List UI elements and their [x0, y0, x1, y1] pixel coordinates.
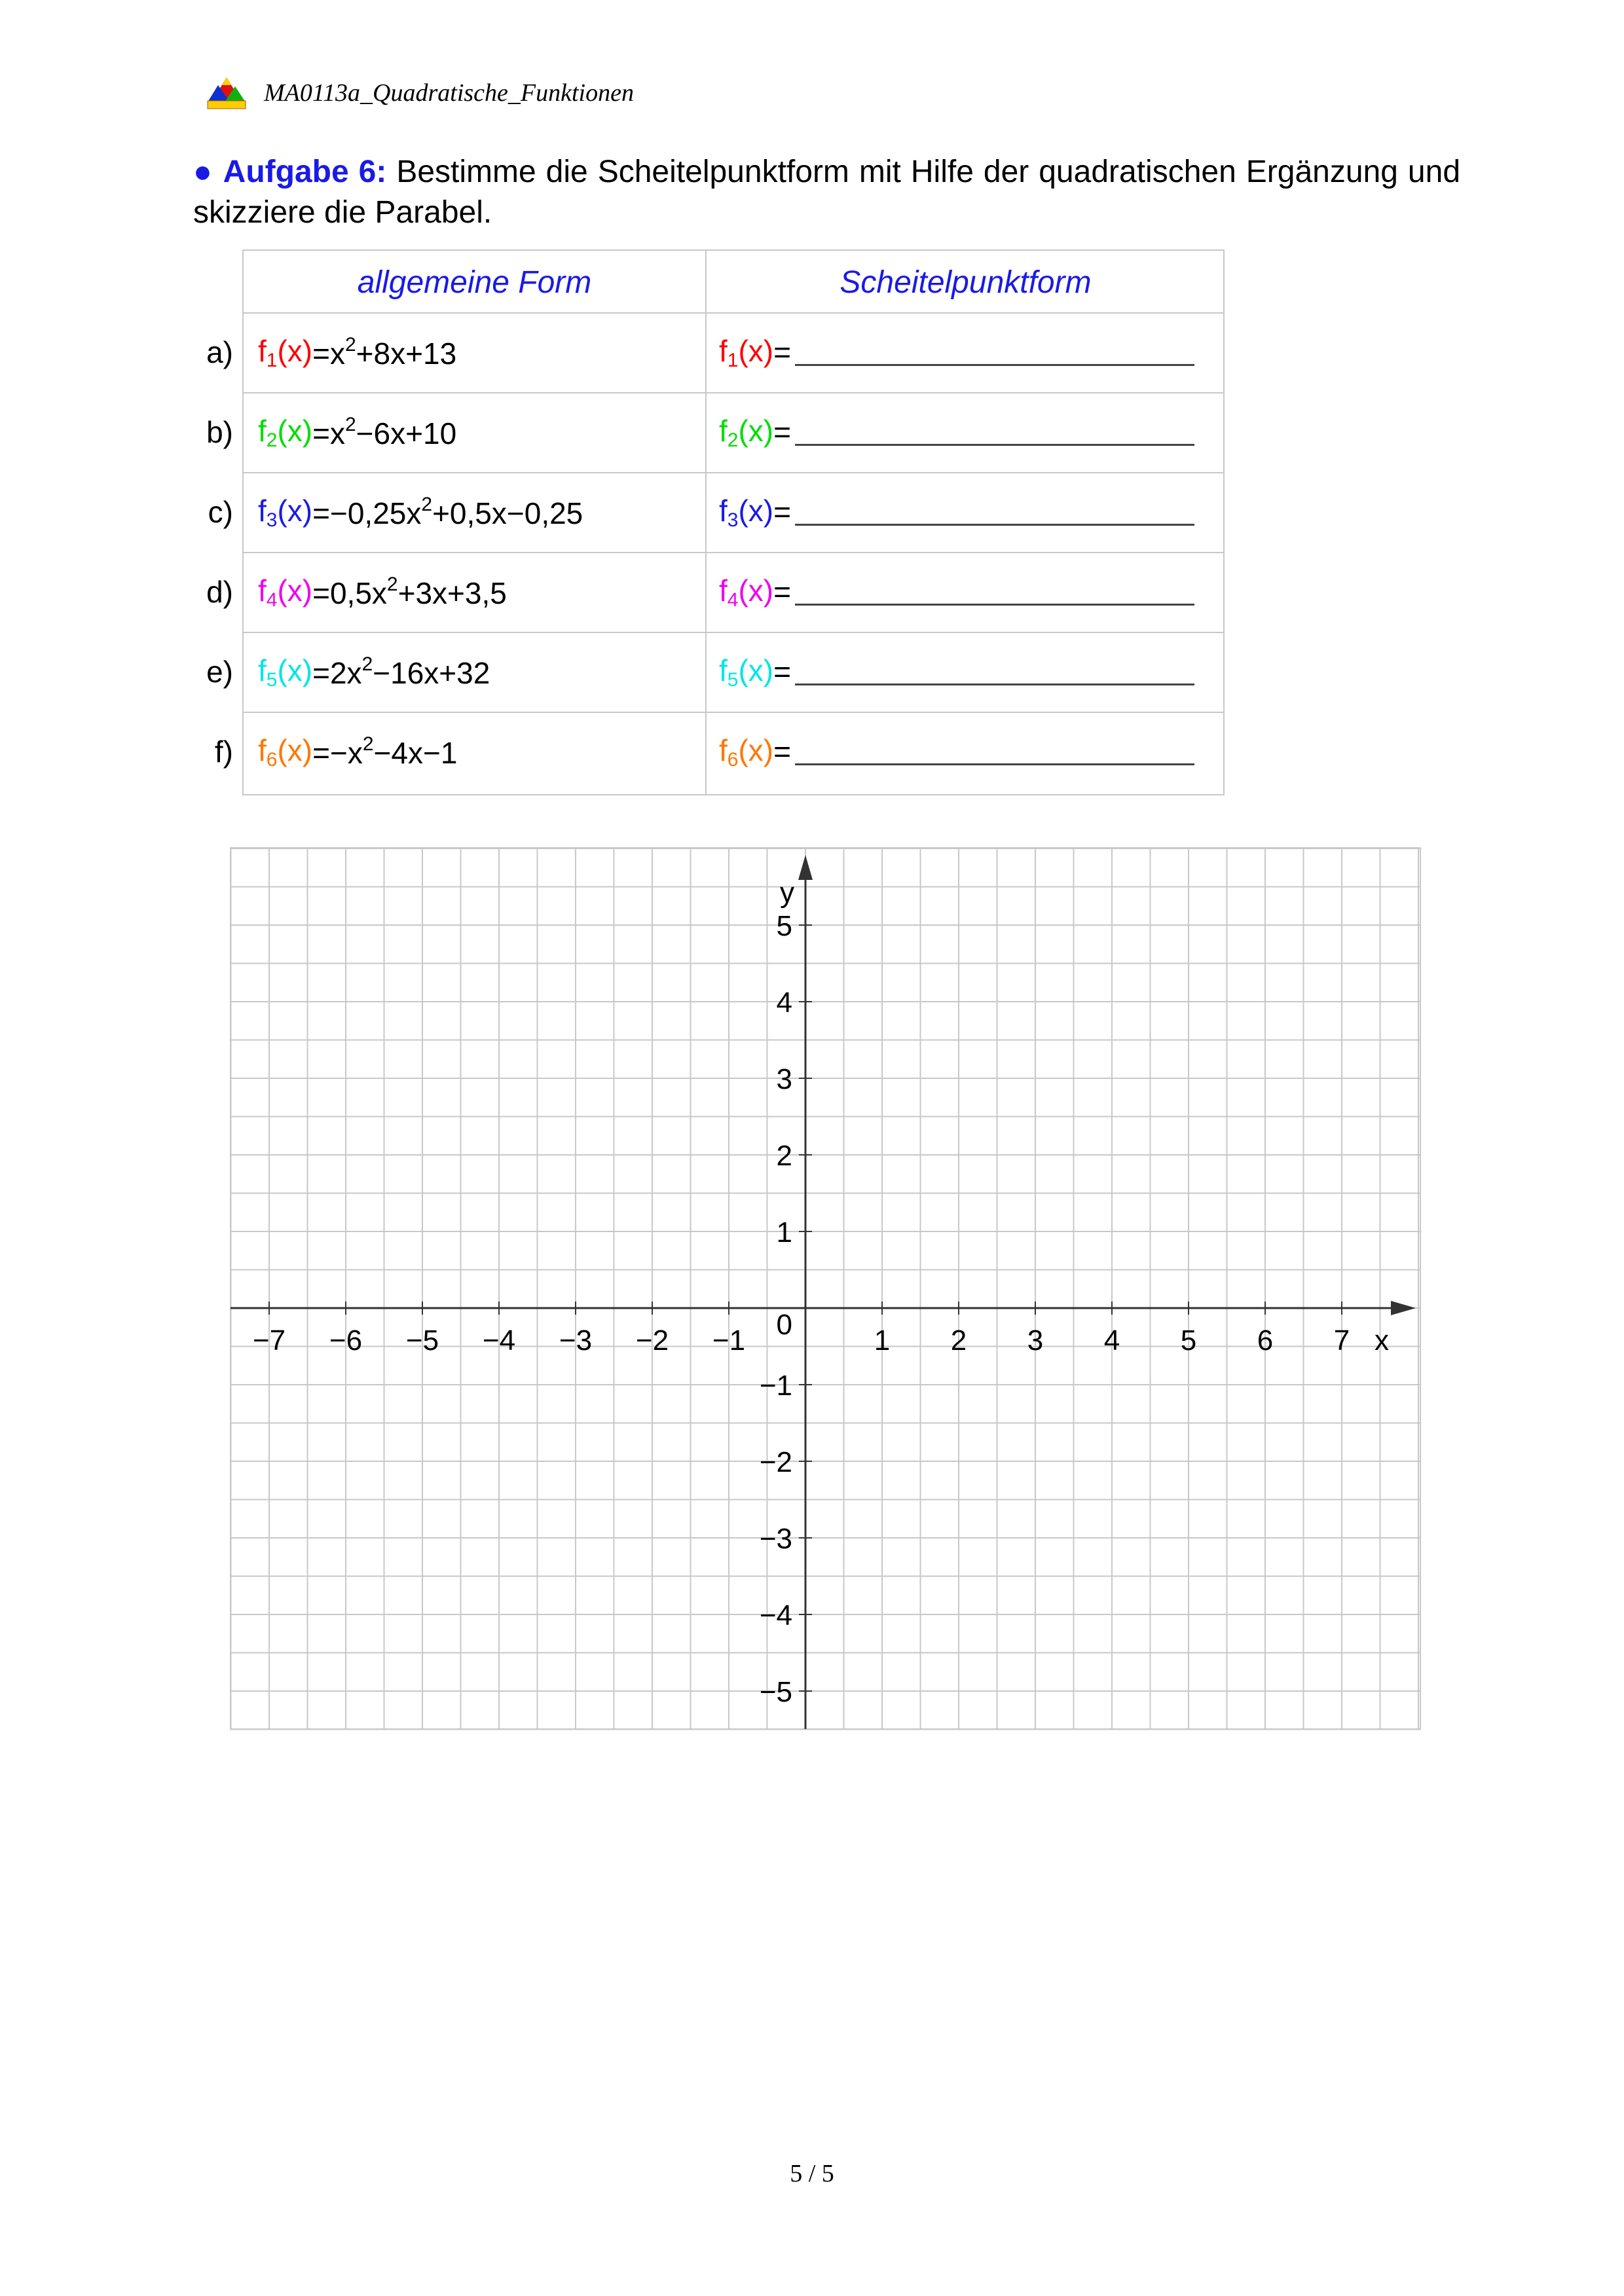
x-tick-label: −5: [405, 1324, 439, 1357]
y-axis-arrow-icon: [798, 855, 813, 880]
function-expression: $=x^2+8x+13$: [312, 333, 457, 371]
y-tick-label: −1: [759, 1370, 792, 1402]
x-tick-label: 4: [1103, 1324, 1120, 1357]
x-tick-label: −7: [252, 1324, 286, 1357]
function-name: $f_1(x)$: [258, 333, 313, 371]
function-name: $f_4(x)$: [258, 573, 313, 611]
function-name: $f_2(x)$: [258, 413, 313, 451]
y-tick-label: −3: [759, 1523, 792, 1555]
function-name: $f_6(x)$: [719, 733, 774, 771]
document-title: MA0113a_Quadratische_Funktionen: [264, 79, 634, 107]
x-tick-label: −4: [482, 1324, 516, 1357]
function-name: $f_4(x)$: [719, 573, 774, 611]
equals-sign: =: [773, 575, 791, 609]
function-name: $f_5(x)$: [258, 653, 313, 691]
header-vertex-form: Scheitelpunktform: [840, 264, 1092, 300]
row-letter: b): [206, 415, 233, 449]
grid-border: [231, 848, 1420, 1729]
function-name: $f_1(x)$: [719, 333, 774, 371]
x-axis-label: x: [1375, 1324, 1389, 1357]
x-tick-label: −1: [712, 1324, 746, 1357]
page-number: 5 / 5: [790, 2160, 834, 2187]
row-letter: c): [208, 495, 233, 529]
y-tick-label: 2: [776, 1140, 792, 1172]
equals-sign: =: [773, 335, 791, 369]
x-tick-label: 2: [950, 1324, 967, 1357]
row-letter: d): [206, 575, 233, 609]
x-tick-label: 5: [1180, 1324, 1197, 1357]
task-label: Aufgabe 6:: [223, 155, 387, 189]
y-tick-label: 5: [776, 910, 792, 942]
function-name: $f_5(x)$: [719, 653, 774, 691]
x-tick-label: 7: [1333, 1324, 1350, 1357]
function-expression: $=-x^2-4x-1$: [312, 733, 458, 770]
y-tick-label: 4: [776, 987, 792, 1019]
origin-label: 0: [776, 1309, 792, 1341]
equals-sign: =: [773, 415, 791, 449]
x-tick-label: −2: [635, 1324, 669, 1357]
x-tick-label: 3: [1027, 1324, 1044, 1357]
function-expression: $=2x^2-16x+32$: [312, 653, 490, 690]
y-tick-label: 1: [776, 1216, 792, 1248]
task-text: Bestimme die Scheitelpunktform mit Hilfe der quadratischen Ergänzung und skizziere die Parabel.: [193, 155, 1461, 230]
x-tick-label: 1: [874, 1324, 891, 1357]
equals-sign: =: [773, 735, 791, 769]
row-letter: a): [206, 335, 233, 369]
y-tick-label: 3: [776, 1063, 792, 1095]
bullet-icon: ●: [193, 155, 213, 189]
row-letter: f): [214, 735, 233, 769]
function-name: $f_2(x)$: [719, 413, 774, 451]
y-axis-label: y: [780, 877, 794, 909]
y-tick-label: −4: [759, 1599, 792, 1631]
equals-sign: =: [773, 655, 791, 689]
x-tick-label: 6: [1257, 1324, 1274, 1357]
function-name: $f_3(x)$: [719, 493, 774, 531]
x-axis-arrow-icon: [1391, 1301, 1416, 1315]
function-expression: $=-0,25x^2+0,5x-0,25$: [312, 493, 583, 530]
function-name: $f_6(x)$: [258, 733, 313, 771]
function-expression: $=x^2-6x+10$: [312, 413, 457, 450]
function-name: $f_3(x)$: [258, 493, 313, 531]
row-letter: e): [206, 655, 233, 689]
y-tick-label: −5: [759, 1676, 792, 1708]
x-tick-label: −3: [559, 1324, 593, 1357]
x-tick-label: −6: [329, 1324, 363, 1357]
function-expression: $=0,5x^2+3x+3,5$: [312, 573, 507, 610]
header-general-form: allgemeine Form: [357, 264, 592, 300]
equals-sign: =: [773, 495, 791, 529]
y-tick-label: −2: [759, 1446, 792, 1478]
